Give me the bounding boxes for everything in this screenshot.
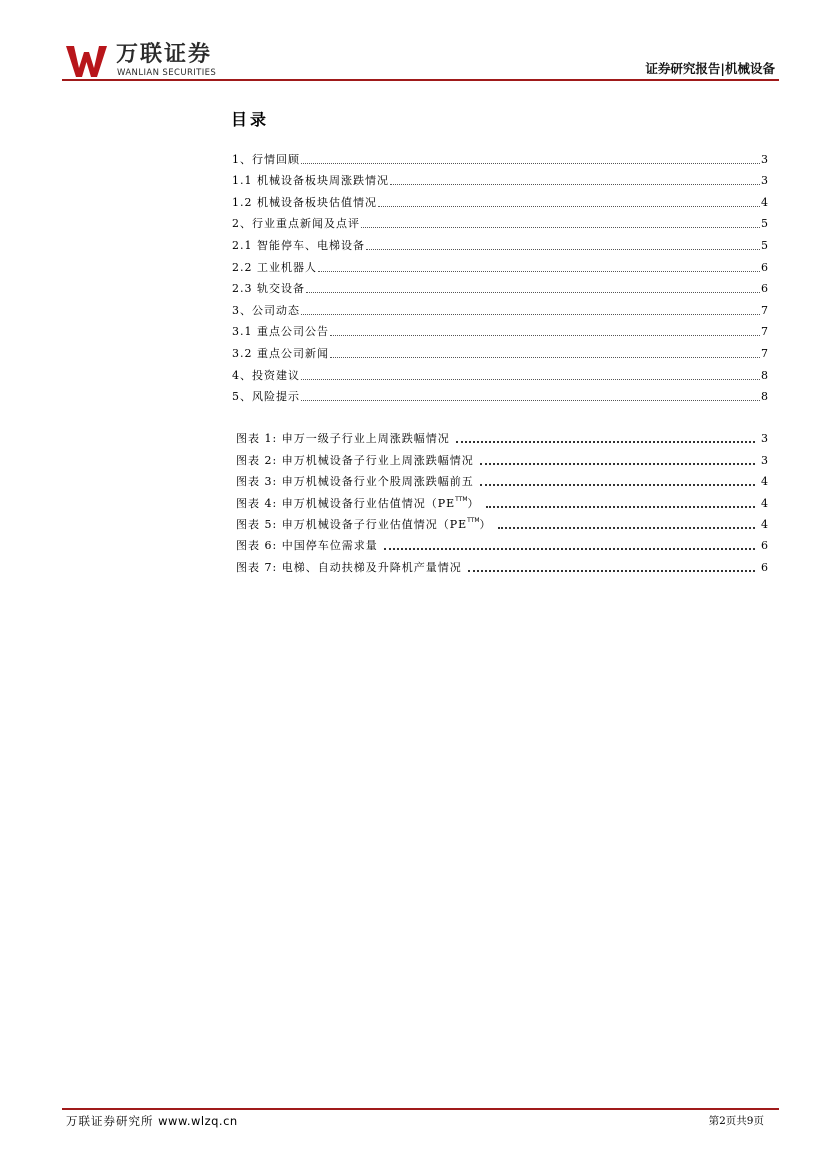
entry-label (232, 282, 305, 296)
toc-list (232, 145, 768, 404)
entry-label (232, 153, 300, 167)
entry-label (236, 454, 474, 468)
entry-label (236, 539, 378, 553)
entry-page-number: 7 (761, 325, 768, 339)
institute-name: 万联证券研究所 (66, 1114, 154, 1128)
entry-page-number: 3 (761, 174, 768, 188)
page-number: 第2页共9页 (708, 1115, 764, 1127)
entry-text: 3、公司动态 (232, 303, 300, 317)
entry-page-number: 3 (761, 453, 768, 467)
figure-entry[interactable] (236, 468, 768, 489)
dot-leader (361, 227, 760, 228)
entry-text: 图表 1: 申万一级子行业上周涨跌幅情况 (236, 432, 450, 446)
entry-text: 5、风险提示 (232, 390, 300, 404)
toc-entry[interactable] (232, 231, 768, 253)
toc-entry[interactable] (232, 167, 768, 189)
entry-text: 图表 5: 申万机械设备子行业估值情况（PE (236, 517, 468, 531)
toc-entry[interactable] (232, 339, 768, 361)
entry-superscript: TTM (455, 495, 468, 503)
entry-page-number: 7 (761, 346, 768, 360)
figure-entry[interactable] (236, 425, 768, 446)
header-divider (62, 79, 779, 81)
dot-leader (301, 314, 760, 315)
toc-entry[interactable] (232, 275, 768, 297)
dot-leader (318, 271, 760, 272)
dot-leader (330, 335, 760, 336)
entry-label (232, 325, 329, 339)
entry-label (236, 561, 462, 575)
entry-page-number: 5 (761, 238, 768, 252)
dot-leader (330, 357, 760, 358)
logo-chinese-name: 万联证券 (116, 42, 213, 67)
toc-entry[interactable] (232, 253, 768, 275)
entry-label (232, 239, 365, 253)
dot-leader (468, 570, 755, 572)
toc-entry[interactable] (232, 145, 768, 167)
entry-text: 1.2 机械设备板块估值情况 (232, 195, 377, 209)
entry-label (236, 493, 480, 511)
logo-english-name: WANLIAN SECURITIES (117, 68, 217, 78)
entry-label (232, 347, 329, 361)
entry-page-number: 6 (761, 282, 768, 296)
figure-entry[interactable] (236, 446, 768, 467)
dot-leader (301, 379, 760, 380)
toc-entry[interactable] (232, 383, 768, 405)
entry-page-number: 6 (761, 539, 768, 553)
entry-text: 图表 2: 申万机械设备子行业上周涨跌幅情况 (236, 453, 474, 467)
entry-text: 图表 7: 电梯、自动扶梯及升降机产量情况 (236, 560, 462, 574)
entry-text: 3.2 重点公司新闻 (232, 346, 329, 360)
entry-text: 图表 6: 中国停车位需求量 (236, 539, 378, 553)
entry-text: 3.1 重点公司公告 (232, 325, 329, 339)
entry-label (232, 217, 360, 231)
entry-page-number: 8 (761, 390, 768, 404)
entry-page-number: 3 (761, 432, 768, 446)
figure-entry[interactable] (236, 489, 768, 510)
entry-page-number: 4 (761, 195, 768, 209)
entry-text: 2.2 工业机器人 (232, 260, 317, 274)
toc-entry[interactable] (232, 318, 768, 340)
entry-label (236, 432, 450, 446)
toc-title: 目录 (231, 110, 270, 129)
figure-entry[interactable] (236, 553, 768, 574)
dot-leader (480, 463, 755, 465)
entry-page-number: 4 (761, 517, 768, 531)
entry-label (232, 196, 377, 210)
toc-entry[interactable] (232, 210, 768, 232)
entry-suffix: ） (479, 517, 492, 531)
dot-leader (378, 206, 760, 207)
entry-text: 2、行业重点新闻及点评 (232, 217, 360, 231)
entry-page-number: 4 (761, 475, 768, 489)
entry-text: 4、投资建议 (232, 368, 300, 382)
dot-leader (486, 506, 755, 508)
dot-leader (301, 400, 760, 401)
footer-institute (66, 1114, 238, 1128)
entry-text: 1.1 机械设备板块周涨跌情况 (232, 174, 389, 188)
entry-text: 图表 4: 申万机械设备行业估值情况（PE (236, 496, 456, 510)
entry-page-number: 3 (761, 152, 768, 166)
entry-text: 2.1 智能停车、电梯设备 (232, 238, 365, 252)
entry-label (236, 514, 492, 532)
entry-text: 图表 3: 申万机械设备行业个股周涨跌幅前五 (236, 475, 474, 489)
entry-page-number: 6 (761, 260, 768, 274)
entry-page-number: 4 (761, 496, 768, 510)
dot-leader (480, 484, 755, 486)
toc-entry[interactable] (232, 296, 768, 318)
dot-leader (390, 184, 760, 185)
figure-entry[interactable] (236, 532, 768, 553)
entry-page-number: 5 (761, 217, 768, 231)
entry-superscript: TTM (467, 516, 480, 524)
website-url[interactable]: www.wlzq.cn (158, 1114, 238, 1128)
entry-text: 2.3 轨交设备 (232, 282, 305, 296)
entry-label (232, 261, 317, 275)
figure-list (236, 425, 768, 575)
entry-page-number: 7 (761, 303, 768, 317)
entry-page-number: 8 (761, 368, 768, 382)
entry-text: 1、行情回顾 (232, 152, 300, 166)
dot-leader (384, 548, 755, 550)
dot-leader (366, 249, 760, 250)
dot-leader (301, 163, 760, 164)
wanlian-logo-icon (66, 44, 108, 78)
entry-label (232, 174, 389, 188)
entry-label (236, 475, 474, 489)
dot-leader (306, 292, 760, 293)
toc-entry[interactable] (232, 361, 768, 383)
entry-label (232, 369, 300, 383)
entry-suffix: ） (467, 496, 480, 510)
toc-entry[interactable] (232, 188, 768, 210)
entry-page-number: 6 (761, 560, 768, 574)
footer-divider (62, 1108, 779, 1110)
report-category: 证券研究报告|机械设备 (645, 61, 775, 76)
entry-label (232, 390, 300, 404)
entry-label (232, 304, 300, 318)
dot-leader (498, 527, 755, 529)
figure-entry[interactable] (236, 511, 768, 532)
dot-leader (456, 441, 755, 443)
